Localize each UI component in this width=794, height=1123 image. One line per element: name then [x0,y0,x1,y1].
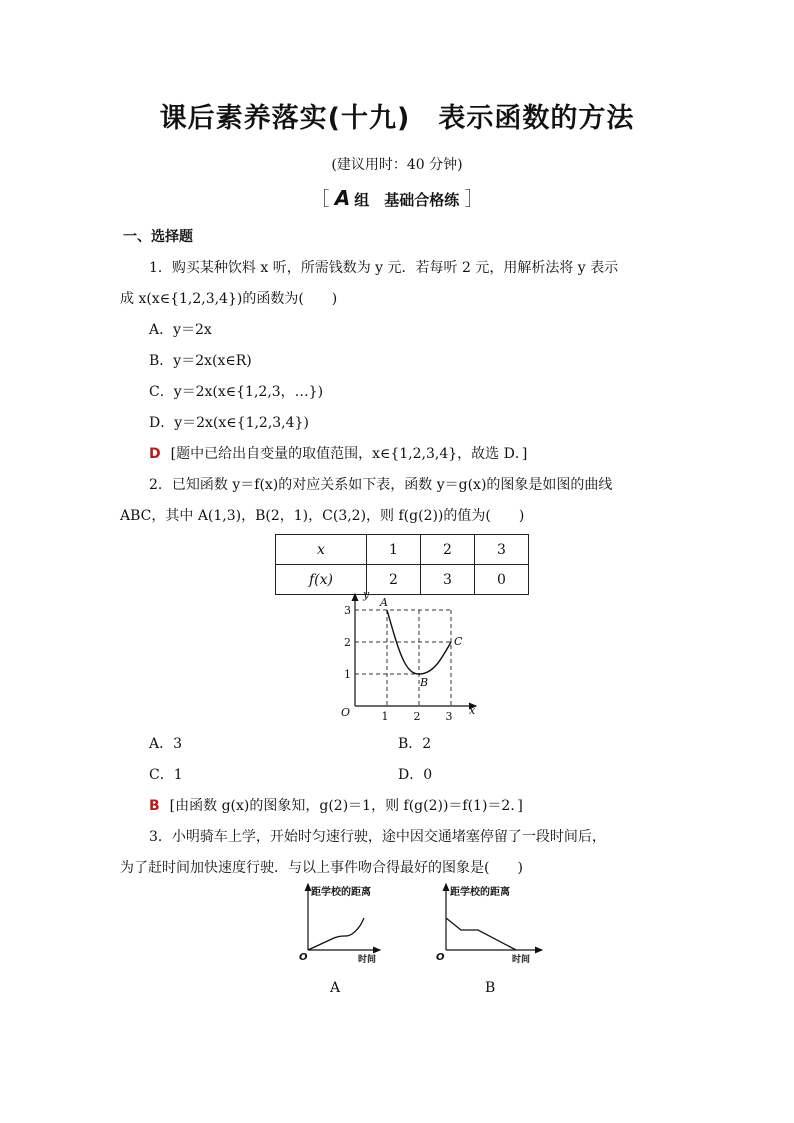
function-table [275,534,529,595]
x-tick-1: 1 [381,710,389,723]
q1-answer: D [149,446,161,462]
right-bracket: ］ [464,188,484,210]
q3-stem-line1: 3．小明骑车上学，开始时匀速行驶，途中因交通堵塞停留了一段时间后， [149,829,606,845]
q2-stem-line2: ABC，其中 A(1,3)，B(2，1)，C(3,2)，则 f(g(2))的值为( ) [120,508,525,524]
q1-stem-line1: 1．购买某种饮料 x 听，所需钱数为 y 元．若每听 2 元，用解析法将 y 表示 [149,260,619,276]
q3-stem-line2: 为了赶时间加快速度行驶．与以上事件吻合得最好的图象是( ) [120,860,523,876]
table-cell: 3 [421,565,475,595]
table-cell: 3 [475,535,529,565]
q2-answer-line [149,795,523,815]
graph-a-y-label: 距学校的距离 [311,887,371,898]
page-title: 课后素养落实(十九) 表示函数的方法 [159,103,635,134]
q2-option-c: C．1 [149,767,183,783]
q1-option-a: A．y＝2x [149,322,212,338]
graph-a-origin: O [299,952,308,963]
y-tick-3: 3 [344,604,351,617]
table-cell: 2 [421,535,475,565]
suggested-time: (建议用时：40 分钟) [331,157,463,173]
q1-option-b: B．y＝2x(x∈R) [149,353,252,369]
graph-b-y-label: 距学校的距离 [450,887,510,898]
q2-stem-line1: 2．已知函数 y＝f(x)的对应关系如下表，函数 y＝g(x)的图象是如图的曲线 [149,477,613,493]
graph-a-caption: A [330,980,341,996]
table-row [276,565,529,595]
y-tick-2: 2 [344,636,351,649]
q2-answer: B [149,798,160,814]
group-letter: A [334,186,351,210]
curve-abc [387,610,451,674]
point-a-label: A [380,596,388,609]
q1-stem-line2: 成 x(x∈{1,2,3,4})的函数为( ) [120,291,338,307]
x-axis-label: x [469,704,476,717]
q1-option-c: C．y＝2x(x∈{1,2,3，…}) [149,384,324,400]
q1-explanation: [题中已给出自变量的取值范围，x∈{1,2,3,4}，故选 D．] [170,446,528,462]
table-cell: 2 [367,565,421,595]
left-bracket: ［ [310,188,330,210]
q2-option-b: B．2 [398,736,432,752]
group-label: 组 基础合格练 [354,191,460,209]
y-axis-label: y [363,588,370,601]
point-b-label: B [420,676,429,689]
q1-option-d: D．y＝2x(x∈{1,2,3,4}) [149,415,309,431]
graph-a-x-label: 时间 [358,955,377,965]
table-cell: x [276,535,367,565]
x-tick-3: 3 [445,710,453,723]
x-tick-2: 2 [413,710,421,723]
table-cell: f(x) [276,565,367,595]
graph-b-origin: O [436,952,445,963]
q2-option-a: A．3 [149,736,183,752]
graph-a-line [308,918,364,950]
guide-lines [355,610,451,706]
q1-answer-line [149,443,527,463]
section-heading: 一、选择题 [123,229,193,245]
group-heading [0,184,794,211]
graph-b-x-label: 时间 [512,955,531,965]
table-row [276,535,529,565]
table-cell: 0 [475,565,529,595]
q2-explanation: [由函数 g(x)的图象知，g(2)＝1，则 f(g(2))＝f(1)＝2．] [169,798,523,814]
origin-label: O [341,706,351,719]
graph-b-line [446,918,516,950]
point-c-label: C [454,635,463,648]
y-tick-1: 1 [344,668,351,681]
q2-option-d: D．0 [398,767,433,783]
graph-b-caption: B [485,980,496,996]
table-cell: 1 [367,535,421,565]
